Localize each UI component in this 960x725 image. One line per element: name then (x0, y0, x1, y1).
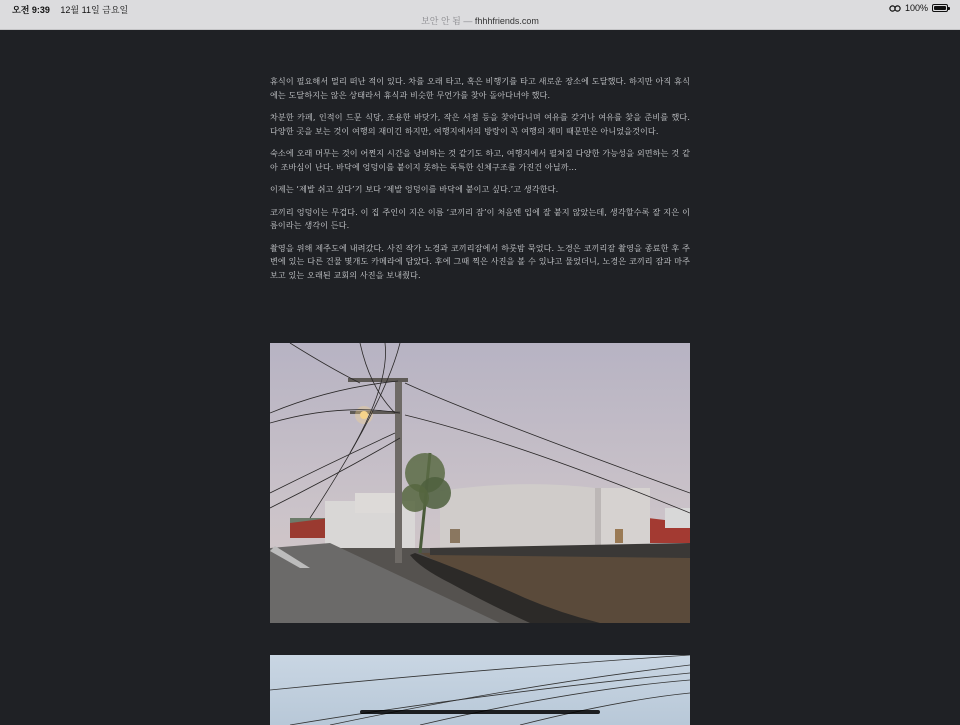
article-paragraph: 촬영을 위해 제주도에 내려갔다. 사진 작가 노경과 코끼리잠에서 하룻밤 묵었다. 노경은 코끼리잠 촬영을 종료한 후 주변에 있는 다른 건물 몇개도 카메라에 담았다. 후에 그때 찍은 사진을 볼 수 있냐고 물었더니, 노경은 코끼리 잠과 마주보고 있는 오래된 교회의 사진을 보내줬다. (270, 242, 690, 280)
article-body (270, 75, 690, 291)
url-domain[interactable]: fhhhfriends.com (474, 16, 539, 26)
battery-icon (932, 4, 948, 12)
security-warning: 보안 안 됨 — (421, 16, 473, 26)
article-paragraph: 차분한 카페, 인적이 드문 식당, 조용한 바닷가, 작은 서점 등을 찾아다니며 여유를 갖거나 여유를 찾을 준비를 했다. 다양한 곳을 보는 것이 여행의 재미긴 하지만, 여행지에서의 방랑이 꼭 여행의 재미 때문만은 아니었을것이다. (270, 112, 690, 136)
article-paragraph: 이제는 ‘제발 쉬고 싶다’기 보다 ‘제발 엉덩이를 바닥에 붙이고 싶다.’고 생각한다. (270, 184, 559, 194)
church-photo (270, 343, 690, 623)
status-bar-right (889, 3, 948, 13)
address-bar[interactable] (0, 14, 960, 27)
status-bar (0, 0, 960, 30)
second-photo (270, 655, 690, 725)
status-time: 오전 9:39 (12, 5, 50, 15)
status-date: 12월 11일 금요일 (60, 5, 129, 15)
home-indicator[interactable] (360, 710, 600, 714)
article-paragraph: 숙소에 오래 머무는 것이 어쩐지 시간을 낭비하는 것 같기도 하고, 여행지에서 펼쳐질 다양한 가능성을 외면하는 것 같아 조바심이 난다. 바닥에 엉덩이를 붙이지 못하는 독특한 신체구조를 가진건 아닐까… (270, 148, 690, 172)
wifi-icon (889, 4, 901, 13)
article-paragraph: 휴식이 필요해서 멀리 떠난 적이 있다. 차를 오래 타고, 혹은 비행기를 타고 새로운 장소에 도달했다. 하지만 아직 휴식에는 도달하지는 않은 상태라서 휴식과 비슷한 무언가를 찾아 돌아다녀야 했다. (270, 76, 690, 100)
article-paragraph: 코끼리 엉덩이는 무겁다. 이 집 주인이 지은 이름 ‘코끼리 잠’이 처음엔 입에 잘 붙지 않았는데, 생각할수록 잘 지은 이름이라는 생각이 든다. (270, 206, 690, 230)
battery-percent: 100% (904, 3, 928, 13)
battery-level (934, 6, 946, 10)
